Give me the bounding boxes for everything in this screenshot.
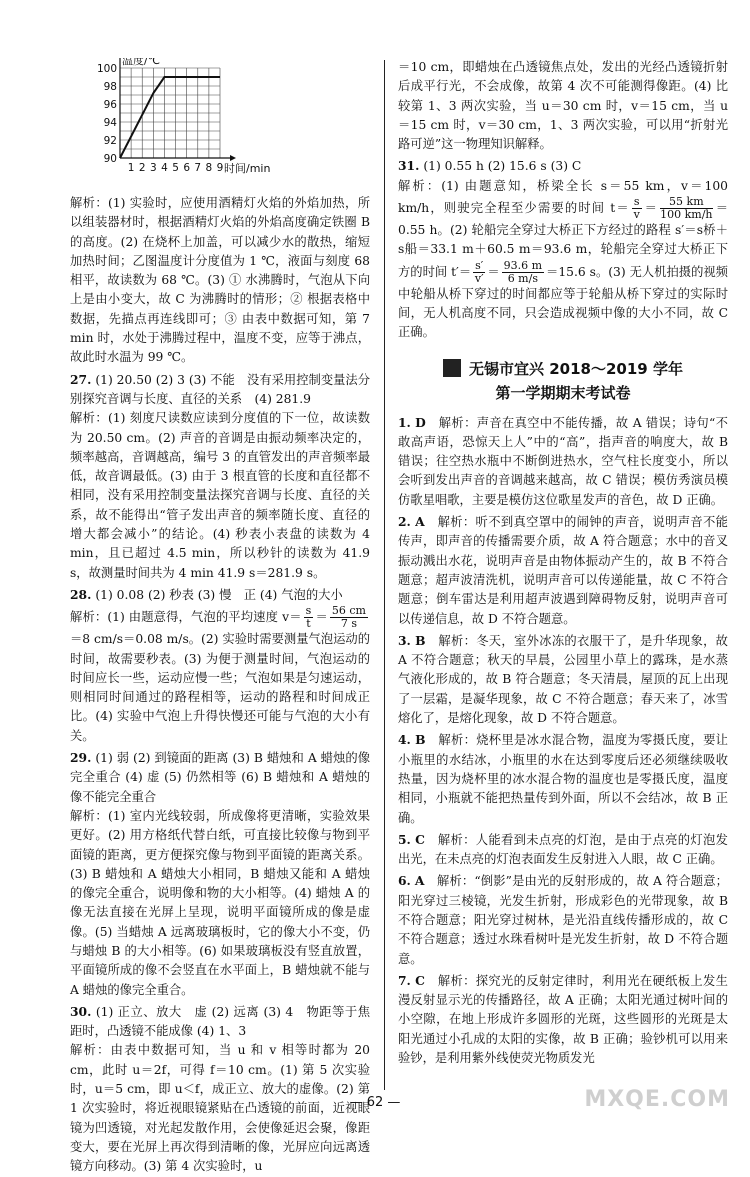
x-tick-label: 6 [183, 162, 191, 174]
x-tick-label: 9 [216, 162, 224, 174]
q29-number: 29. [70, 750, 92, 766]
q28-answer: (1) 0.08 (2) 秒表 (3) 慢 正 (4) 气泡的大小 [95, 587, 343, 602]
page-number: — 62 — [349, 1095, 401, 1110]
q27-block [70, 370, 370, 410]
item-explanation: 解析：“倒影”是由光的反射形成的，故 A 符合题意；阳光穿过三棱镜，光发生折射，形成彩色的光带现象，故 B 不符合题意；阳光穿过树林，是光沿直线传播形成的，故 C 不符合题意；透过水珠看树叶是光发生折射，故 D 不符合题意。 [398, 874, 728, 966]
item-answer: A [415, 514, 425, 530]
q31-f3-bot: v′ [474, 271, 484, 285]
answer-item-1 [398, 413, 728, 510]
item-answer: A [414, 873, 425, 889]
item-number: 3. [398, 632, 411, 648]
answer-item-6 [398, 871, 728, 968]
q27-explanation: 解析：(1) 刻度尺读数应读到分度值的下一位，故读数为 20.50 cm。(2) 声音的音调是由振动频率决定的，频率越高，音调越高，编号 3 的直管发出的声音频率最低，故音调最低。(3) 由于 3 根直管的长度和直径都不相同，没有采用控制变量法探究音调与长度、直径的关系，故不能得出“管子发出声音的频率随长度、直径的增大都会减小”的结论。(4) 秒表小表盘的读数为 4 min，且已超过 4.5 min，所以秒针的读数为 41.9 s，故测量时间共为 4 min 41.9 s＝281.9 s。 [70, 411, 370, 580]
item-answer: B [415, 732, 426, 748]
item-answer: C [415, 831, 425, 847]
q28-frac2-top: 56 cm [331, 604, 366, 618]
item-number: 5. [398, 831, 411, 847]
item-number: 2. [398, 514, 411, 530]
q31-fraction-4 [502, 260, 544, 285]
y-tick-label: 100 [96, 63, 117, 75]
item-number: 7. [398, 972, 411, 988]
q30-number: 30. [70, 1003, 92, 1019]
q31-f2-bot: 100 km/h [660, 208, 713, 222]
q28-fraction-1 [304, 605, 314, 630]
q30-continuation: ＝10 cm，即蜡烛在凸透镜焦点处，发出的光经凸透镜折射后成平行光，不会成像，故第 4 次不可能测得像距。(4) 比较第 1、3 两次实验，当 u＝30 cm 时，v＝15 cm，当 u＝15 cm 时，v＝30 cm，1、3 两次实验，可以用“折射光路可逆”这一物理知识解释。 [398, 60, 728, 152]
item-answer: B [415, 632, 426, 648]
q31-exp-c: ＝15.6 s。(3) 无人机拍摄的视频中轮船从桥下穿过的时间都应等于轮船从桥下穿过的实际时间，无人机高度不同，只会造成视频中像的大小不同，故 C 正确。 [398, 264, 728, 340]
item-answer: D [415, 414, 426, 430]
x-axis-label: 时间/min [224, 162, 271, 175]
q31-answer: (1) 0.55 h (2) 15.6 s (3) C [423, 159, 582, 174]
item-number: 1. [398, 414, 411, 430]
q28-frac1-top: s [305, 604, 312, 618]
q31-fraction-1 [632, 196, 642, 221]
x-tick-label: 5 [172, 162, 179, 174]
q29-block [70, 748, 370, 807]
q30-explanation: 解析：由表中数据可知，当 u 和 v 相等时都为 20 cm，此时 u＝2f，可得 f＝10 cm。(1) 第 5 次实验时，u＝5 cm，即 u＜f，成正立、放大的虚像。(2) 第 1 次实验时，将近视眼镜紧贴在凸透镜的前面，近视眼镜为凹透镜，对光起发散作用，会使像延迟会聚，像距变大，要在光屏上再次得到清晰的像，光屏应向远离透镜方向移动。(3) 第 4 次实验时，u [70, 1043, 370, 1174]
q28-exp-b: ＝8 cm/s＝0.08 m/s。(2) 实验时需要测量气泡运动的时间，故需要秒表。(3) 为便于测量时间，气泡运动的时间应长一些，运动应慢一些；气泡如果是匀速运动，则相同时间通过的路程相等，运动的路程和时间成正比。(4) 实验中气泡上升得快慢还可能与气泡的大小有关。 [70, 632, 370, 743]
x-tick-label: 2 [138, 162, 146, 174]
x-tick-label: 7 [194, 162, 202, 174]
q31-number: 31. [398, 158, 420, 174]
item-number: 6. [398, 873, 411, 889]
q26-explanation: 解析：(1) 实验时，应使用酒精灯火焰的外焰加热，所以组装器材时，根据酒精灯火焰的外焰高度确定铁圈 B 的高度。(2) 在烧杯上加盖，可以减少水的散热，缩短加热时间；乙图温度计分度值为 1 ℃，液面与刻度 68 相平，故读数为 68 ℃。(3) ① 水沸腾时，气泡从下向上是由小变大，故 C 为沸腾时的情形；② 根据表格中数据，先描点再连线即可；③ 由表中数据可知，第 7 min 时，水处于沸腾过程中，温度不变，应等于沸点，故此时水温为 99 ℃。 [70, 196, 370, 365]
q29-answer: (1) 弱 (2) 到镜面的距离 (3) B 蜡烛和 A 蜡烛的像完全重合 (4) 虚 (5) 仍然相等 (6) B 蜡烛和 A 蜡烛的像不能完全重合 [70, 751, 370, 804]
q28-explanation [70, 605, 370, 746]
y-tick-label: 90 [103, 153, 117, 165]
q31-f1-top: s [633, 195, 640, 209]
q28-exp-a: 解析：(1) 由题意得，气泡的平均速度 v＝ [70, 610, 302, 625]
section-title [398, 357, 728, 405]
q30-answer: (1) 正立、放大 虚 (2) 远离 (3) 4 物距等于焦距时，凸透镜不能成像 (4) 1、3 [70, 1004, 370, 1039]
temperature-chart [80, 58, 320, 190]
q30-block [70, 1002, 370, 1042]
item-explanation: 解析：人能看到未点亮的灯泡，是由于点亮的灯泡发出光，在未点亮的灯泡表面发生反射进入人眼，故 C 正确。 [398, 832, 728, 867]
q31-explanation: 解析：(1) 由题意知，桥梁全长 s＝55 km，v＝100 km/h，则驶完全程至少需要的时间 t＝ $\frac{s}{v}$ ＝ $\frac{55 km}{100 km/h}$ ＝0.55 h。(2) 轮船完全穿过大桥正下方经过的路程 s′＝s桥＋s船＝33.1 m＋60.5 m＝93.6 m，轮船完全穿过大桥正下方的时间 t′＝ $\frac{s'}{v'}$ ＝ $\frac{93.6 m}{6 m/s}$ ＝15.6 s。(3) 无人机拍摄的视频中轮船从桥下穿过的时间都应等于轮船从桥下穿过的实际时间，无人机高度不同，只会造成视频中像的大小不同，故 C 正确。 [398, 178, 728, 340]
q27-answer: (1) 20.50 (2) 3 (3) 不能 没有采用控制变量法分别探究音调与长度、直径的关系 (4) 281.9 [70, 372, 371, 406]
q28-frac2-bot: 7 s [340, 617, 358, 631]
answer-item-7 [398, 971, 728, 1068]
y-tick-label: 94 [103, 117, 117, 129]
answer-item-2 [398, 512, 728, 629]
item-explanation: 解析：烧杯里是冰水混合物，温度为零摄氏度，要让小瓶里的水结冰，小瓶里的水在达到零度后还必须继续吸收热量，因为烧杯里的冰水混合物的温度也是零摄氏度，温度相同，小瓶就不能把热量传到外面，所以不会结冰，故 B 正确。 [398, 733, 728, 825]
q27-number: 27. [70, 371, 92, 387]
y-axis-label: 温度/℃ [122, 58, 161, 67]
y-tick-label: 98 [103, 81, 117, 93]
item-explanation: 解析：冬天，室外冰冻的衣服干了，是升华现象，故 A 不符合题意；秋天的早晨，公园里小草上的露珠，是水蒸气液化形成的，故 B 符合题意；冬天清晨，屋顶的瓦上出现了一层霜，是凝华现象，故 C 不符合题意；春天来了，冰雪熔化了，是熔化现象，故 D 不符合题意。 [398, 633, 728, 726]
item-explanation: 解析：探究光的反射定律时，利用光在硬纸板上发生漫反射显示光的传播路径，故 A 正确；太阳光通过树叶间的小空隙，在地上形成许多圆形的光斑，这些圆形的光斑是太阳光通过小孔成的太阳的实像，故 B 正确；验钞机可以用来验钞，是利用紫外线使荧光物质发光 [398, 973, 728, 1066]
y-tick-label: 92 [103, 135, 117, 147]
right-column [398, 58, 728, 1068]
answer-item-4 [398, 730, 728, 827]
item-answer: C [415, 972, 425, 988]
q31-f3-top: s′ [475, 258, 484, 272]
x-tick-label: 4 [161, 162, 168, 174]
answer-item-5 [398, 830, 728, 870]
q31-f1-bot: v [633, 208, 640, 222]
q31-exp-b: ＝0.55 h。(2) 轮船完全穿过大桥正下方经过的路程 s′＝s桥＋s船＝33.1 m＋60.5 m＝93.6 m，轮船完全穿过大桥正下方的时间 t′＝ [398, 201, 728, 279]
answer-list [398, 413, 728, 1069]
q28-block [70, 585, 370, 605]
section-title-line-1 [398, 357, 728, 381]
watermark: MXQE.COM [584, 1087, 730, 1112]
q31-exp-a: 解析：(1) 由题意知，桥梁全长 s＝55 km，v＝100 km/h，则驶完全程至少需要的时间 t＝ [398, 178, 728, 216]
q31-f4-bot: 6 m/s [507, 271, 538, 285]
answer-item-3 [398, 631, 728, 728]
q28-frac1-bot: t [306, 617, 311, 631]
x-tick-label: 1 [127, 162, 135, 174]
item-explanation: 解析：声音在真空中不能传播，故 A 错误；诗句“不敢高声语，恐惊天上人”中的“高”，指声音的响度大，故 B 错误；往空热水瓶中不断倒进热水，空气柱长度变小，所以会听到发出声音的音调越来越高，故 C 错误；模仿秀演员模仿歌星唱歌，主要是模仿这位歌星发声的音色，故 D 正确。 [398, 415, 728, 507]
item-number: 4. [398, 732, 411, 748]
q28-number: 28. [70, 586, 92, 602]
left-column [70, 58, 370, 1177]
q31-block [398, 156, 728, 176]
q31-fraction-2 [660, 196, 712, 221]
q28-eq: ＝ [315, 610, 328, 625]
temperature-series-line [120, 77, 220, 158]
x-tick-label: 8 [205, 162, 213, 174]
q31-f2-top: 55 km [660, 196, 712, 209]
x-axis-arrow [230, 155, 236, 161]
item-explanation: 解析：听不到真空罩中的闹钟的声音，说明声音不能传声，即声音的传播需要介质，故 A 符合题意；水中的音叉振动溅出水花，说明声音是由物体振动产生的，故 B 不符合题意；超声波清洗机，说明声音可以传递能量，故 C 不符合题意；倒车雷达是利用超声波遇到障碍物反射，说明声音可以传递信息，故 D 不符合题意。 [398, 515, 728, 626]
chart-svg [80, 58, 320, 190]
section-title-text-1: 无锡市宜兴 2018～2019 学年 [469, 359, 683, 378]
section-title-line-2: 第一学期期末考试卷 [495, 383, 631, 402]
q29-explanation: 解析：(1) 室内光线较弱，所成像将更清晰，实验效果更好。(2) 用方格纸代替白纸，可直接比较像与物到平面镜的距离，更方便探究像与物到平面镜的距离关系。(3) B 蜡烛和 A 蜡烛大小相同，B 蜡烛又能和 A 蜡烛的像完全重合，说明像和物的大小相等。(4) 蜡烛 A 的像无法直接在光屏上呈现，说明平面镜所成的像是虚像。(5) 当蜡烛 A 远离玻璃板时，它的像大小不变，仍与蜡烛 B 的大小相等。(6) 如果玻璃板没有竖直放置，平面镜所成的像不会竖直在水平面上，B 蜡烛就不能与 A 蜡烛的像完全重合。 [70, 808, 370, 997]
q31-f4-top: 93.6 m [503, 258, 543, 272]
column-divider [384, 60, 385, 1090]
section-marker-icon [443, 359, 461, 377]
x-tick-label: 3 [149, 162, 157, 174]
q28-fraction-2 [330, 605, 368, 630]
q31-fraction-3 [473, 260, 485, 285]
y-tick-label: 96 [103, 99, 117, 111]
